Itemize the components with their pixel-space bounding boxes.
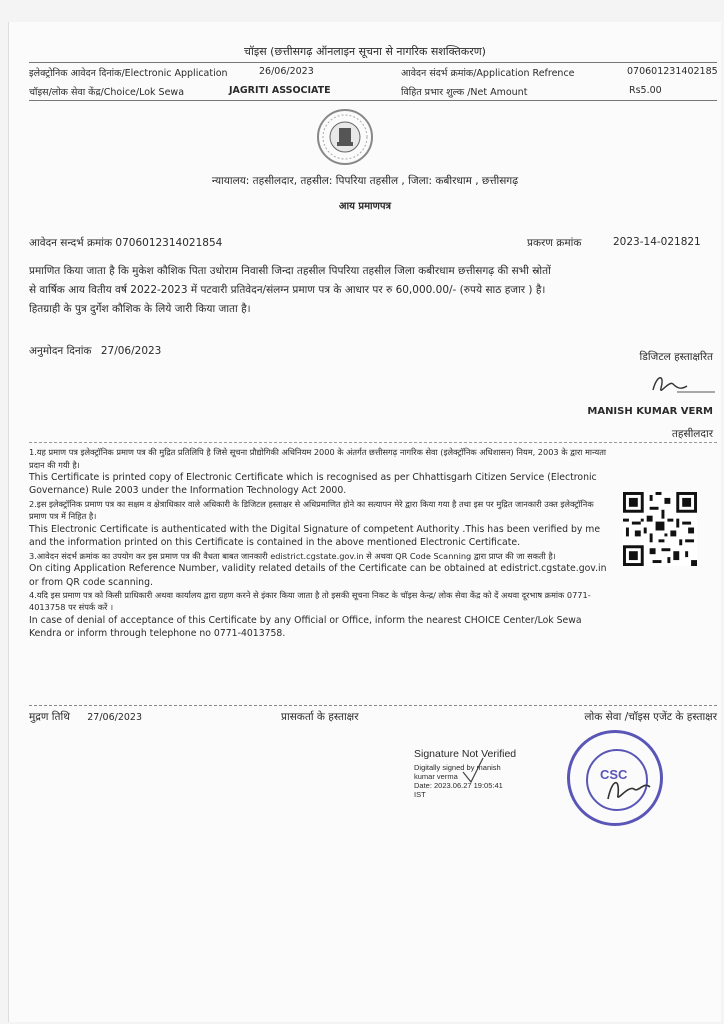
app-date-label: इलेक्ट्रोनिक आवेदन दिनांक/Electronic Application [29, 68, 228, 79]
print-date [29, 710, 142, 724]
officer-signature-icon [647, 370, 717, 398]
officer-title: तहसीलदार [671, 428, 713, 440]
header-rule-bottom [29, 100, 717, 101]
certificate-body [29, 262, 709, 319]
certificate-line-2: से वार्षिक आय वितीय वर्ष 2022-2023 में पटवारी प्रतिवेदन/संलग्न प्रमाण पत्र के आधार पर रु 60,000.00/- (रुपये साठ हजार ) है। [29, 284, 546, 296]
center-label: चॉइस/लोक सेवा केंद्र/Choice/Lok Sewa [29, 87, 185, 98]
approval-date-label: अनुमोदन दिनांक [29, 345, 92, 357]
officer-name: MANISH KUMAR VERM [587, 406, 713, 417]
note-4-english: In case of denial of acceptance of this Certificate by any Official or Office, inform the nearest CHOICE Center/Lok Sewa Kendra or inform through telephone no 0771-4013758. [29, 614, 582, 640]
signature-status: Signature Not Verified [414, 748, 517, 760]
notes-block [29, 446, 609, 641]
app-reference-value: 0706012314021854 [115, 237, 223, 249]
portal-title: चॉइस (छत्तीसगढ़ ऑनलाइन सूचना से नागरिक सशक्तिकरण) [244, 45, 486, 58]
note-2-hindi: 2.इस इलेक्ट्रॉनिक प्रमाण पत्र का सक्षम व क्षेत्राधिकार वाले अधिकारी के डिजिटल हस्ताक्षर से अधिप्रमाणित होने का सत्यापन मेरे द्वारा किया गया है तथा इस पर मुद्रित जानकारी उक्त इलेक्ट्रॉनिक प्रमाण पत्र में निहित है। [29, 498, 594, 522]
state-emblem-icon [316, 108, 374, 166]
note-3-english: On citing Application Reference Number, validity related details of the Certificate can be obtained at edistrict.cgstate.gov.in or from QR code scanning. [29, 563, 607, 588]
signature-line-1: Digitally signed by manish [414, 763, 501, 772]
note-1-hindi: 1.यह प्रमाण पत्र इलेक्ट्रॉनिक प्रमाण पत्र की मुद्रित प्रतिलिपि है जिसे सूचना प्रौद्योगिकी अधिनियम 2000 के अंतर्गत छत्तीसगढ़ नागरिक सेवा (इलेक्ट्रॉनिक अधिशासन) नियम, 2003 के द्वारा मान्यता प्रदान की गयी है। [29, 447, 606, 470]
qr-code-icon[interactable] [623, 492, 697, 566]
signature-line-3: Date: 2023.06.27 19:05:41 [414, 781, 503, 790]
note-4-hindi: 4.यदि इस प्रमाण पत्र को किसी प्राधिकारी अथवा कार्यालय द्वारा ग्रहण करने से इंकार किया जाता है तो इसकी सूचना निकट के चॉइस केन्द्र/ लोक सेवा केंद्र को दें अथवा दूरभाष क्रमांक 0771-4013758 पर संपर्क करें । [29, 589, 591, 613]
agent-signature-label: लोक सेवा /चॉइस एजेंट के हस्ताक्षर [584, 711, 717, 723]
stamp-signature-icon [604, 773, 654, 807]
digital-signed-label: डिजिटल हस्ताक्षरित [639, 351, 713, 363]
note-2-english: This Electronic Certificate is authenticated with the Digital Signature of competent Authority .This has been verified by me and the information printed on this Certificate is contained in the above mentioned Electronic Certificate. [29, 523, 601, 549]
header-rule [29, 62, 717, 63]
footer-rule [29, 705, 717, 706]
note-3-hindi: 3.आवेदन संदर्भ क्रमांक का उपयोग कर इस प्रमाण पत्र की वैधता बाबत जानकारी edistrict.cgstate.gov.in से अथवा QR Code Scanning द्वारा प्राप्त की जा सकती है। [29, 550, 556, 561]
app-date-value: 26/06/2023 [259, 66, 314, 77]
app-reference-label: आवेदन सन्दर्भ क्रमांक [29, 237, 113, 249]
center-value: JAGRITI ASSOCIATE [229, 85, 331, 96]
print-date-value: 27/06/2023 [87, 712, 143, 723]
document-title: आय प्रमाणपत्र [338, 201, 392, 212]
csc-seal-stamp [567, 730, 663, 826]
stamp-text: CSC [600, 767, 628, 782]
print-date-label: मुद्रण तिथि [29, 711, 70, 723]
certificate-line-1: प्रमाणित किया जाता है कि मुकेश कौशिक पिता उधोराम निवासी जिन्दा तहसील पिपरिया तहसील जिला कबीरधाम छत्तीसगढ़ की सभी स्रोतों [29, 265, 551, 277]
fee-value: Rs5.00 [629, 85, 662, 96]
case-number-value: 2023-14-021821 [613, 236, 701, 248]
approval-date-value: 27/06/2023 [100, 345, 162, 357]
fee-label: विहित प्रभार शुल्क /Net Amount [401, 87, 528, 98]
certificate-line-3: हितग्राही के पुत्र दुर्गेश कौशिक के लिये जारी किया जाता है। [29, 303, 251, 315]
case-number-label: प्रकरण क्रमांक [527, 237, 582, 249]
issuer-signature-label: प्रासकर्ता के हस्ताक्षर [281, 711, 359, 723]
notes-rule [29, 442, 717, 443]
note-1-english: This Certificate is printed copy of Electronic Certificate which is recognised as per Chhattisgarh Citizen Service (Electronic Governance) Rule 2003 under the Information Technology Act 2000. [29, 472, 597, 497]
certificate-page [8, 22, 721, 1022]
app-reference [29, 236, 222, 250]
court-office-line: न्यायालय: तहसीलदार, तहसील: पिपरिया तहसील , जिला: कबीरधाम , छत्तीसगढ़ [211, 175, 519, 187]
app-ref-label: आवेदन संदर्भ क्रमांक/Application Refrence [401, 68, 575, 79]
app-ref-value: 070601231402185 [627, 66, 718, 77]
verification-check-icon [459, 750, 487, 790]
signature-line-2: kumar verma [414, 772, 458, 781]
signature-line-4: IST [414, 790, 426, 799]
approval-date [29, 344, 161, 358]
